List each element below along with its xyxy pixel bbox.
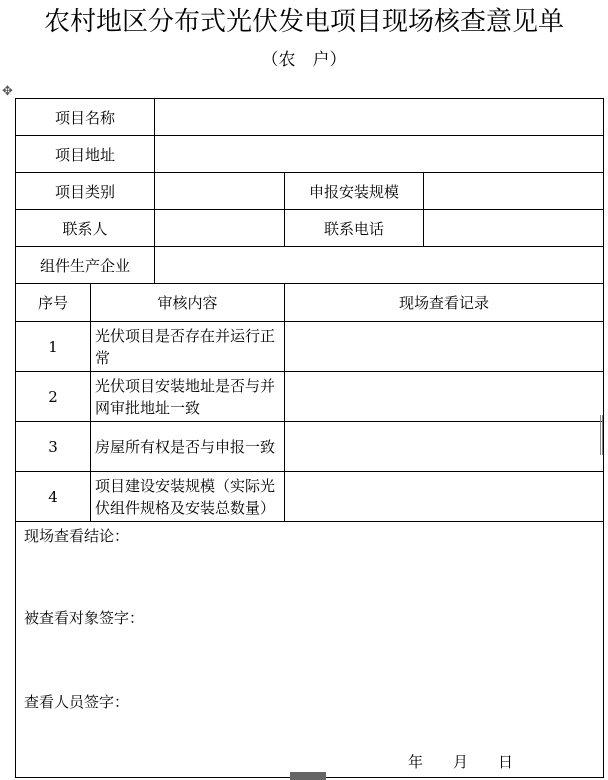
header-record: 现场查看记录: [285, 284, 604, 322]
conclusion-cell[interactable]: [16, 522, 604, 778]
value-project-category[interactable]: [155, 173, 285, 210]
item-record[interactable]: [285, 472, 604, 522]
row-contact: [16, 210, 604, 247]
page-edge-marker: [600, 415, 608, 455]
value-project-name[interactable]: [155, 99, 604, 136]
value-project-address[interactable]: [155, 136, 604, 173]
item-number: 3: [16, 422, 91, 472]
value-contact-phone[interactable]: [424, 210, 604, 247]
row-project-address: [16, 136, 604, 173]
document-subtitle: （农 户）: [261, 50, 347, 70]
label-contact-person: 联系人: [16, 210, 155, 247]
header-number: 序号: [16, 284, 91, 322]
item-content: 项目建设安装规模（实际光伏组件规格及安装总数量）: [91, 472, 285, 522]
value-declared-scale[interactable]: [424, 173, 604, 210]
table-row: [16, 322, 604, 372]
table-row: [16, 472, 604, 522]
verification-form-table: [15, 98, 604, 778]
table-move-handle-icon[interactable]: ✥: [2, 84, 13, 99]
value-module-manufacturer[interactable]: [155, 247, 604, 284]
check-table-header-row: [16, 284, 604, 322]
conclusion-label: 现场查看结论：: [24, 527, 130, 545]
row-module-manufacturer: [16, 247, 604, 284]
item-record[interactable]: [285, 422, 604, 472]
table-row: [16, 372, 604, 422]
date-line: 年 月 日: [408, 753, 514, 771]
item-content: 光伏项目是否存在并运行正常: [91, 322, 285, 372]
item-record[interactable]: [285, 322, 604, 372]
label-declared-scale: 申报安装规模: [285, 173, 424, 210]
label-contact-phone: 联系电话: [285, 210, 424, 247]
label-module-manufacturer: 组件生产企业: [16, 247, 155, 284]
item-content: 光伏项目安装地址是否与并网审批地址一致: [91, 372, 285, 422]
row-project-name: [16, 99, 604, 136]
item-number: 4: [16, 472, 91, 522]
document-title: 农村地区分布式光伏发电项目现场核查意见单: [43, 7, 564, 37]
value-contact-person[interactable]: [155, 210, 285, 247]
label-project-category: 项目类别: [16, 173, 155, 210]
item-content: 房屋所有权是否与申报一致: [91, 422, 285, 472]
item-number: 2: [16, 372, 91, 422]
conclusion-row: [16, 522, 604, 778]
label-project-address: 项目地址: [16, 136, 155, 173]
inspected-party-signature-label: 被查看对象签字：: [24, 609, 145, 627]
label-project-name: 项目名称: [16, 99, 155, 136]
inspector-signature-label: 查看人员签字：: [24, 693, 130, 711]
item-number: 1: [16, 322, 91, 372]
header-content: 审核内容: [91, 284, 285, 322]
item-record[interactable]: [285, 372, 604, 422]
page-bottom-marker: [290, 772, 326, 780]
row-project-category: [16, 173, 604, 210]
table-row: [16, 422, 604, 472]
